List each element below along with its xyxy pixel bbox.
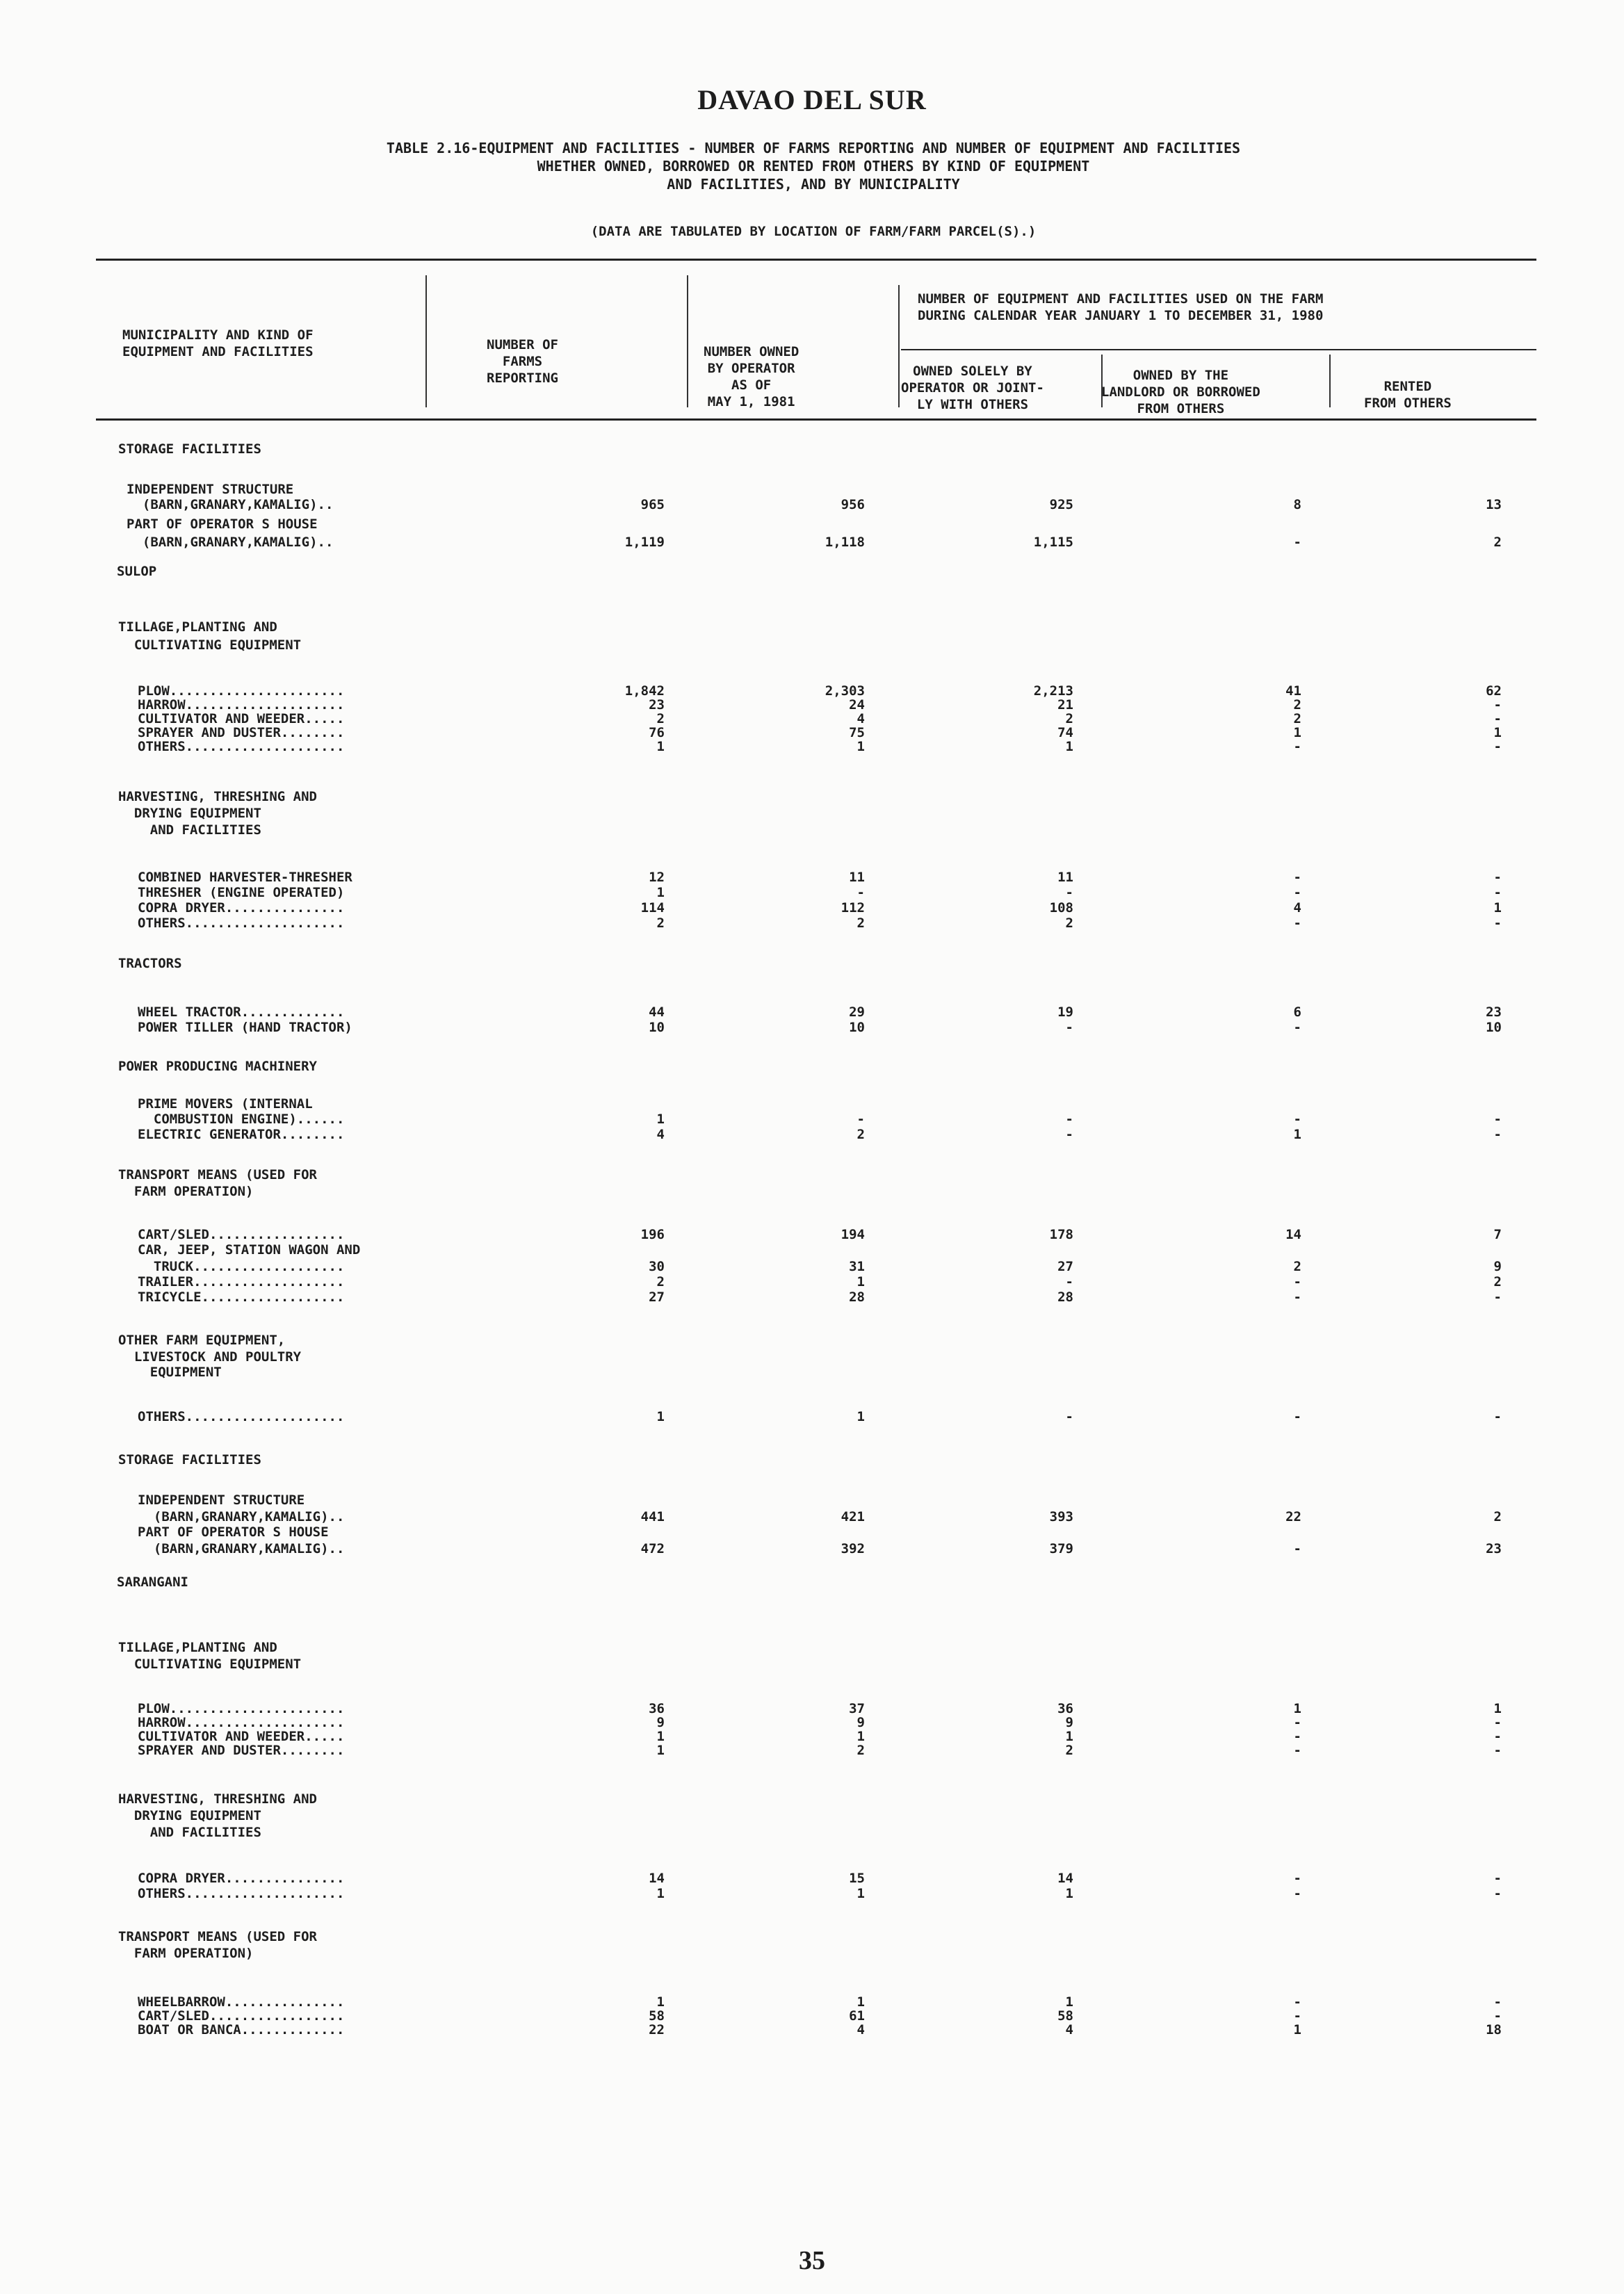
cell-c1: 1,842: [624, 683, 665, 699]
cell-c2: 2: [856, 1743, 865, 1758]
column-header-kind: MUNICIPALITY AND KIND OF EQUIPMENT AND FACILITIES: [122, 327, 314, 359]
row-label: INDEPENDENT STRUCTURE: [138, 1492, 305, 1508]
cell-c4: 1: [1293, 1701, 1301, 1716]
cell-c2: 392: [841, 1541, 865, 1556]
table-row: [0, 1407, 1529, 1426]
cell-c3: 1: [1065, 1886, 1073, 1901]
cell-c3: 2,213: [1033, 683, 1073, 699]
cell-c2: 15: [849, 1871, 865, 1886]
cell-c5: -: [1493, 916, 1502, 931]
cell-c5: 18: [1486, 2022, 1502, 2037]
table-row: [0, 495, 1529, 514]
row-label: CART/SLED.................: [138, 2008, 345, 2024]
cell-c3: 58: [1057, 2008, 1073, 2024]
row-label: AND FACILITIES: [118, 1825, 261, 1840]
cell-c5: -: [1493, 739, 1502, 754]
cell-c4: -: [1293, 1715, 1301, 1730]
cell-c4: -: [1293, 870, 1301, 885]
cell-c3: 19: [1057, 1004, 1073, 1020]
row-label: TRUCK...................: [138, 1259, 345, 1274]
column-divider-3: [898, 285, 900, 407]
row-label: PART OF OPERATOR S HOUSE: [127, 516, 318, 532]
cell-c3: 21: [1057, 697, 1073, 713]
row-label: TILLAGE,PLANTING AND: [118, 619, 277, 635]
table-row: [0, 617, 1529, 637]
cell-c2: 1: [856, 1274, 865, 1290]
cell-c1: 9: [656, 1715, 665, 1730]
cell-c3: 1: [1065, 1994, 1073, 2010]
row-label: OTHERS....................: [138, 1409, 345, 1424]
cell-c5: -: [1493, 1994, 1502, 2010]
cell-c2: -: [856, 885, 865, 900]
cell-c3: 2: [1065, 916, 1073, 931]
row-label: HARVESTING, THRESHING AND: [118, 1791, 317, 1807]
cell-c1: 1: [656, 1743, 665, 1758]
cell-c4: -: [1293, 1112, 1301, 1127]
cell-c1: 1: [656, 1994, 665, 2010]
row-label: ELECTRIC GENERATOR........: [138, 1127, 345, 1142]
table-row: [0, 1125, 1529, 1144]
cell-c2: 194: [841, 1227, 865, 1242]
cell-c2: 1,118: [825, 535, 865, 550]
table-row: [0, 913, 1529, 933]
cell-c1: 965: [640, 497, 665, 512]
cell-c3: 14: [1057, 1871, 1073, 1886]
row-label: PLOW......................: [138, 683, 345, 699]
cell-c1: 10: [649, 1020, 665, 1035]
table-row: [0, 820, 1529, 840]
cell-c3: 36: [1057, 1701, 1073, 1716]
cell-c5: 1: [1493, 1701, 1502, 1716]
cell-c4: 1: [1293, 1127, 1301, 1142]
cell-c4: -: [1293, 1290, 1301, 1305]
cell-c3: 2: [1065, 1743, 1073, 1758]
cell-c3: 108: [1049, 900, 1073, 916]
cell-c2: 10: [849, 1020, 865, 1035]
row-label: COPRA DRYER...............: [138, 900, 345, 916]
row-label: OTHERS....................: [138, 1886, 345, 1901]
cell-c1: 1: [656, 1729, 665, 1744]
cell-c4: -: [1293, 2008, 1301, 2024]
cell-c1: 76: [649, 725, 665, 740]
row-label: STORAGE FACILITIES: [118, 1452, 261, 1467]
header-bottom-rule: [96, 418, 1536, 421]
cell-c1: 472: [640, 1541, 665, 1556]
cell-c2: 75: [849, 725, 865, 740]
cell-c4: -: [1293, 1020, 1301, 1035]
row-label: (BARN,GRANARY,KAMALIG)..: [138, 1541, 345, 1556]
cell-c2: 1: [856, 739, 865, 754]
cell-c3: 2: [1065, 711, 1073, 726]
cell-c4: -: [1293, 739, 1301, 754]
cell-c5: -: [1493, 885, 1502, 900]
cell-c4: 22: [1285, 1509, 1301, 1524]
cell-c5: 1: [1493, 725, 1502, 740]
cell-c3: 1: [1065, 739, 1073, 754]
table-row: [0, 1287, 1529, 1307]
cell-c2: 9: [856, 1715, 865, 1730]
row-label: WHEEL TRACTOR.............: [138, 1004, 345, 1020]
cell-c4: -: [1293, 1541, 1301, 1556]
row-label: FARM OPERATION): [118, 1946, 254, 1961]
cell-c1: 2: [656, 916, 665, 931]
row-label: BOAT OR BANCA.............: [138, 2022, 345, 2037]
row-label: DRYING EQUIPMENT: [118, 806, 261, 821]
cell-c2: 31: [849, 1259, 865, 1274]
cell-c2: 2,303: [825, 683, 865, 699]
cell-c2: 28: [849, 1290, 865, 1305]
row-label: PLOW......................: [138, 1701, 345, 1716]
row-label: (BARN,GRANARY,KAMALIG)..: [138, 1509, 345, 1524]
cell-c1: 44: [649, 1004, 665, 1020]
row-label: SPRAYER AND DUSTER........: [138, 1743, 345, 1758]
cell-c1: 23: [649, 697, 665, 713]
cell-c5: -: [1493, 1290, 1502, 1305]
cell-c5: -: [1493, 1871, 1502, 1886]
cell-c5: 2: [1493, 535, 1502, 550]
column-header-rented: RENTED FROM OTHERS: [1364, 379, 1452, 411]
row-label: LIVESTOCK AND POULTRY: [118, 1349, 302, 1365]
cell-c1: 2: [656, 1274, 665, 1290]
cell-c2: 24: [849, 697, 865, 713]
cell-c5: -: [1493, 2008, 1502, 2024]
row-label: CART/SLED.................: [138, 1227, 345, 1242]
cell-c3: -: [1065, 885, 1073, 900]
table-row: [0, 954, 1529, 973]
row-label: CAR, JEEP, STATION WAGON AND: [138, 1242, 361, 1258]
table-row: [0, 1823, 1529, 1842]
row-label: WHEELBARROW...............: [138, 1994, 345, 2010]
cell-c1: 196: [640, 1227, 665, 1242]
cell-c3: -: [1065, 1020, 1073, 1035]
table-row: [0, 1654, 1529, 1674]
table-row: [0, 1539, 1529, 1559]
column-header-group: NUMBER OF EQUIPMENT AND FACILITIES USED ON THE FARM DURING CALENDAR YEAR JANUARY 1 TO DECEMBER 31, 1980: [918, 291, 1324, 323]
table-row: [0, 514, 1529, 534]
cell-c2: 956: [841, 497, 865, 512]
cell-c5: 9: [1493, 1259, 1502, 1274]
table-caption-line-2: WHETHER OWNED, BORROWED OR RENTED FROM OTHERS BY KIND OF EQUIPMENT: [537, 158, 1090, 174]
row-label: AND FACILITIES: [118, 822, 261, 838]
table-row: [0, 1362, 1529, 1382]
cell-c5: 2: [1493, 1509, 1502, 1524]
row-label: HARROW....................: [138, 1715, 345, 1730]
table-caption-line-3: AND FACILITIES, AND BY MUNICIPALITY: [667, 176, 960, 193]
cell-c5: 7: [1493, 1227, 1502, 1242]
cell-c3: 11: [1057, 870, 1073, 885]
cell-c4: 1: [1293, 2022, 1301, 2037]
row-label: TRACTORS: [118, 956, 182, 971]
column-header-owned-solely: OWNED SOLELY BY OPERATOR OR JOINT- LY WITH OTHERS: [901, 364, 1044, 412]
cell-c4: 4: [1293, 900, 1301, 916]
column-header-number-owned: NUMBER OWNED BY OPERATOR AS OF MAY 1, 1981: [704, 344, 799, 409]
cell-c5: 2: [1493, 1274, 1502, 1290]
cell-c4: -: [1293, 916, 1301, 931]
table-row: [0, 1572, 1529, 1592]
cell-c5: -: [1493, 1729, 1502, 1744]
table-row: [0, 439, 1529, 459]
row-label: TILLAGE,PLANTING AND: [118, 1640, 277, 1655]
cell-c2: 2: [856, 916, 865, 931]
row-label: CULTIVATING EQUIPMENT: [118, 637, 302, 653]
cell-c5: -: [1493, 697, 1502, 713]
cell-c2: 1: [856, 1886, 865, 1901]
row-label: OTHERS....................: [138, 739, 345, 754]
row-label: PRIME MOVERS (INTERNAL: [138, 1096, 313, 1112]
cell-c3: 925: [1049, 497, 1073, 512]
cell-c4: 41: [1285, 683, 1301, 699]
cell-c5: 23: [1486, 1004, 1502, 1020]
cell-c5: -: [1493, 870, 1502, 885]
row-label: EQUIPMENT: [118, 1365, 222, 1380]
cell-c4: 2: [1293, 697, 1301, 713]
table-row: [0, 1450, 1529, 1470]
cell-c1: 1: [656, 1886, 665, 1901]
table-row: [0, 1944, 1529, 1963]
column-divider-5: [1329, 355, 1331, 407]
table-row: [0, 1182, 1529, 1201]
row-label: TRAILER...................: [138, 1274, 345, 1290]
row-label: POWER TILLER (HAND TRACTOR): [138, 1020, 352, 1035]
cell-c1: 1: [656, 885, 665, 900]
cell-c5: -: [1493, 711, 1502, 726]
cell-c1: 14: [649, 1871, 665, 1886]
cell-c4: -: [1293, 535, 1301, 550]
cell-c1: 1: [656, 1409, 665, 1424]
cell-c1: 1,119: [624, 535, 665, 550]
cell-c2: 2: [856, 1127, 865, 1142]
cell-c4: -: [1293, 1743, 1301, 1758]
cell-c1: 27: [649, 1290, 665, 1305]
cell-c3: -: [1065, 1274, 1073, 1290]
cell-c3: 393: [1049, 1509, 1073, 1524]
cell-c4: 2: [1293, 711, 1301, 726]
cell-c1: 1: [656, 1112, 665, 1127]
row-label: INDEPENDENT STRUCTURE: [127, 482, 294, 497]
row-label: TRANSPORT MEANS (USED FOR: [118, 1167, 317, 1182]
page-title: DAVAO DEL SUR: [697, 84, 927, 115]
cell-c3: -: [1065, 1409, 1073, 1424]
cell-c2: 29: [849, 1004, 865, 1020]
cell-c5: -: [1493, 1743, 1502, 1758]
table-row: [0, 562, 1529, 581]
table-row: [0, 1018, 1529, 1037]
row-label: OTHER FARM EQUIPMENT,: [118, 1333, 286, 1348]
cell-c3: -: [1065, 1127, 1073, 1142]
row-label: SPRAYER AND DUSTER........: [138, 725, 345, 740]
cell-c1: 114: [640, 900, 665, 916]
cell-c3: 1,115: [1033, 535, 1073, 550]
cell-c3: 9: [1065, 1715, 1073, 1730]
cell-c3: 74: [1057, 725, 1073, 740]
cell-c4: -: [1293, 1274, 1301, 1290]
cell-c3: 4: [1065, 2022, 1073, 2037]
cell-c1: 58: [649, 2008, 665, 2024]
cell-c4: -: [1293, 885, 1301, 900]
row-label: TRICYCLE..................: [138, 1290, 345, 1305]
cell-c2: 4: [856, 711, 865, 726]
row-label: HARVESTING, THRESHING AND: [118, 789, 317, 804]
cell-c5: -: [1493, 1409, 1502, 1424]
row-label: STORAGE FACILITIES: [118, 441, 261, 457]
header-top-rule: [96, 259, 1536, 261]
row-label: DRYING EQUIPMENT: [118, 1808, 261, 1823]
column-header-farms-reporting: NUMBER OF FARMS REPORTING: [487, 337, 558, 386]
cell-c1: 441: [640, 1509, 665, 1524]
row-label: TRANSPORT MEANS (USED FOR: [118, 1929, 317, 1944]
cell-c4: -: [1293, 1729, 1301, 1744]
cell-c3: 28: [1057, 1290, 1073, 1305]
row-label: COPRA DRYER...............: [138, 1871, 345, 1886]
cell-c5: -: [1493, 1715, 1502, 1730]
cell-c3: 379: [1049, 1541, 1073, 1556]
row-label: CULTIVATOR AND WEEDER.....: [138, 711, 345, 726]
row-label: CULTIVATOR AND WEEDER.....: [138, 1729, 345, 1744]
cell-c2: 61: [849, 2008, 865, 2024]
cell-c5: -: [1493, 1127, 1502, 1142]
cell-c3: 178: [1049, 1227, 1073, 1242]
row-label: CULTIVATING EQUIPMENT: [118, 1657, 302, 1672]
row-label: SULOP: [117, 564, 157, 579]
cell-c4: 2: [1293, 1259, 1301, 1274]
column-divider-2: [687, 275, 688, 407]
cell-c2: 1: [856, 1409, 865, 1424]
table-caption-line-1: TABLE 2.16-EQUIPMENT AND FACILITIES - NUMBER OF FARMS REPORTING AND NUMBER OF EQUIPMENT AND FACILITIES: [386, 140, 1241, 156]
cell-c2: -: [856, 1112, 865, 1127]
cell-c1: 2: [656, 711, 665, 726]
row-label: OTHERS....................: [138, 916, 345, 931]
row-label: COMBUSTION ENGINE)......: [138, 1112, 345, 1127]
row-label: FARM OPERATION): [118, 1184, 254, 1199]
row-label: COMBINED HARVESTER-THRESHER: [138, 870, 352, 885]
cell-c3: -: [1065, 1112, 1073, 1127]
row-label: (BARN,GRANARY,KAMALIG)..: [127, 535, 334, 550]
cell-c1: 1: [656, 739, 665, 754]
row-label: SARANGANI: [117, 1575, 188, 1590]
group-header-rule: [901, 349, 1536, 350]
cell-c5: 1: [1493, 900, 1502, 916]
table-row: [0, 1884, 1529, 1903]
table-row: [0, 532, 1529, 552]
row-label: POWER PRODUCING MACHINERY: [118, 1059, 317, 1074]
cell-c1: 4: [656, 1127, 665, 1142]
table-row: [0, 2020, 1529, 2040]
row-label: THRESHER (ENGINE OPERATED): [138, 885, 345, 900]
row-label: (BARN,GRANARY,KAMALIG)..: [127, 497, 334, 512]
cell-c5: 62: [1486, 683, 1502, 699]
cell-c1: 36: [649, 1701, 665, 1716]
cell-c4: -: [1293, 1886, 1301, 1901]
cell-c1: 30: [649, 1259, 665, 1274]
cell-c3: 1: [1065, 1729, 1073, 1744]
table-row: [0, 635, 1529, 655]
cell-c2: 112: [841, 900, 865, 916]
cell-c4: 14: [1285, 1227, 1301, 1242]
table-row: [0, 737, 1529, 756]
cell-c4: -: [1293, 1871, 1301, 1886]
table-row: [0, 1057, 1529, 1076]
cell-c1: 12: [649, 870, 665, 885]
column-divider-1: [425, 275, 427, 407]
cell-c4: -: [1293, 1994, 1301, 2010]
cell-c2: 1: [856, 1994, 865, 2010]
cell-c2: 37: [849, 1701, 865, 1716]
cell-c5: 13: [1486, 497, 1502, 512]
cell-c4: -: [1293, 1409, 1301, 1424]
cell-c5: 10: [1486, 1020, 1502, 1035]
cell-c2: 1: [856, 1729, 865, 1744]
row-label: PART OF OPERATOR S HOUSE: [138, 1524, 329, 1540]
table-note: (DATA ARE TABULATED BY LOCATION OF FARM/FARM PARCEL(S).): [590, 224, 1037, 239]
cell-c2: 4: [856, 2022, 865, 2037]
cell-c1: 22: [649, 2022, 665, 2037]
page-number: 35: [799, 2246, 825, 2275]
cell-c5: -: [1493, 1112, 1502, 1127]
cell-c3: 27: [1057, 1259, 1073, 1274]
cell-c2: 421: [841, 1509, 865, 1524]
column-header-landlord: OWNED BY THE LANDLORD OR BORROWED FROM OTHERS: [1101, 368, 1260, 416]
row-label: HARROW....................: [138, 697, 345, 713]
cell-c4: 1: [1293, 725, 1301, 740]
cell-c4: 6: [1293, 1004, 1301, 1020]
cell-c4: 8: [1293, 497, 1301, 512]
cell-c2: 11: [849, 870, 865, 885]
table-row: [0, 1741, 1529, 1760]
cell-c5: 23: [1486, 1541, 1502, 1556]
cell-c5: -: [1493, 1886, 1502, 1901]
